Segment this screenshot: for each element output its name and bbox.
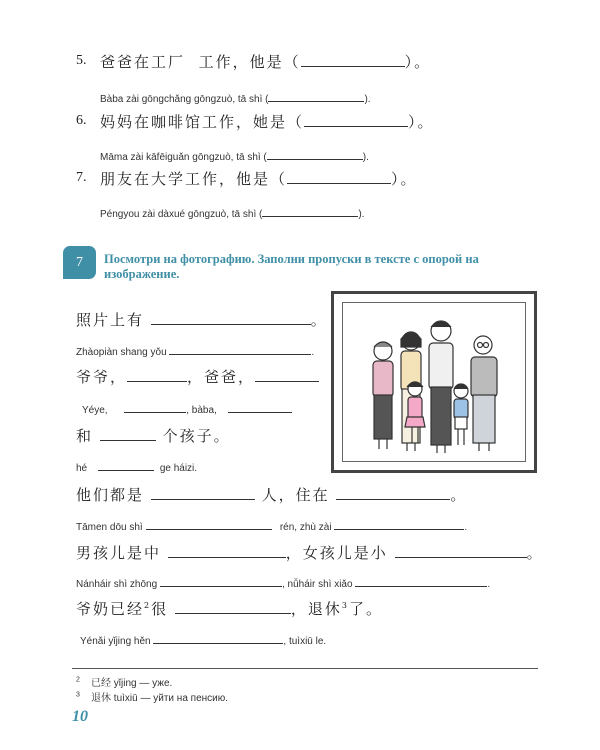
answer-blank[interactable] (151, 312, 311, 325)
item-6-chinese: 妈妈在咖啡馆工作，她是（ ）。 (100, 113, 435, 131)
footnote-divider (72, 668, 538, 669)
line-4-pinyin: Tāmen dōu shì rén, zhù zài . (76, 517, 467, 533)
item-5-chinese: 爸爸在工厂 工作，他是（ ）。 (100, 53, 432, 71)
answer-blank[interactable] (301, 54, 405, 67)
line-1-chinese: 照片上有 。 (76, 311, 328, 329)
answer-blank[interactable] (228, 400, 292, 413)
answer-blank[interactable] (268, 89, 364, 102)
item-7-number: 7. (76, 170, 87, 185)
answer-blank[interactable] (151, 487, 255, 500)
answer-blank[interactable] (169, 342, 311, 355)
answer-blank[interactable] (336, 487, 450, 500)
item-5-number: 5. (76, 53, 87, 68)
line-5-pinyin: Nánháir shì zhōng , nǚháir shì xiǎo . (76, 574, 490, 590)
answer-blank[interactable] (160, 574, 282, 587)
answer-blank[interactable] (267, 147, 363, 160)
family-illustration (343, 303, 529, 463)
answer-blank[interactable] (395, 545, 527, 558)
footnote-3: $^3$ 退休 tuìxiū — уйти на пенсию. (76, 691, 229, 704)
answer-blank[interactable] (100, 428, 156, 441)
footnote-2: $^2$ 已经 yǐjing — уже. (76, 676, 173, 689)
family-photo-frame (331, 291, 537, 473)
boy-figure (454, 384, 468, 445)
item-5-pinyin: Bàba zài gōngchǎng gōngzuò, tā shì ( ). (100, 89, 371, 105)
line-5-chinese: 男孩儿是中 ，女孩儿是小 。 (76, 544, 544, 562)
answer-blank[interactable] (153, 631, 283, 644)
page-number: 10 (72, 708, 88, 725)
answer-blank[interactable] (146, 517, 272, 530)
grandpa-figure (471, 336, 497, 451)
family-photo (342, 302, 526, 462)
grandma-figure (373, 342, 393, 449)
answer-blank[interactable] (304, 114, 408, 127)
answer-blank[interactable] (255, 369, 319, 382)
answer-blank[interactable] (127, 369, 187, 382)
answer-blank[interactable] (334, 517, 464, 530)
answer-blank[interactable] (175, 601, 291, 614)
item-7-pinyin: Péngyou zài dàxué gōngzuò, tā shì ( ). (100, 204, 364, 220)
line-1-pinyin: Zhàopiàn shang yǒu . (76, 342, 314, 358)
line-2-chinese: 爷爷， ，爸爸， (76, 366, 319, 387)
line-4-chinese: 他们都是 人，住在 。 (76, 486, 468, 504)
answer-blank[interactable] (355, 574, 487, 587)
father-figure (429, 321, 453, 453)
answer-blank[interactable] (262, 204, 358, 217)
answer-blank[interactable] (168, 545, 286, 558)
item-7-chinese: 朋友在大学工作，他是（ ）。 (100, 170, 418, 188)
line-6-chinese: 爷奶已经$^2$很 ，退休$^3$了。 (76, 600, 384, 618)
line-3-chinese: 和 个孩子。 (76, 427, 231, 445)
item-6-number: 6. (76, 113, 87, 128)
answer-blank[interactable] (287, 171, 391, 184)
answer-blank[interactable] (124, 400, 186, 413)
item-6-pinyin: Māma zài kāfēiguǎn gōngzuò, tā shì ( ). (100, 147, 369, 163)
line-3-pinyin: hé ge háizi. (76, 458, 197, 474)
line-6-pinyin: Yénǎi yǐjing hěn , tuìxiū le. (80, 631, 326, 647)
section-instruction: Посмотри на фотографию. Заполни пропуски в тексте с опорой на изображение. (104, 252, 479, 281)
section-number-badge: 7 (63, 246, 96, 279)
line-2-pinyin: Yéye, , bàba, (82, 400, 292, 416)
answer-blank[interactable] (98, 458, 154, 471)
